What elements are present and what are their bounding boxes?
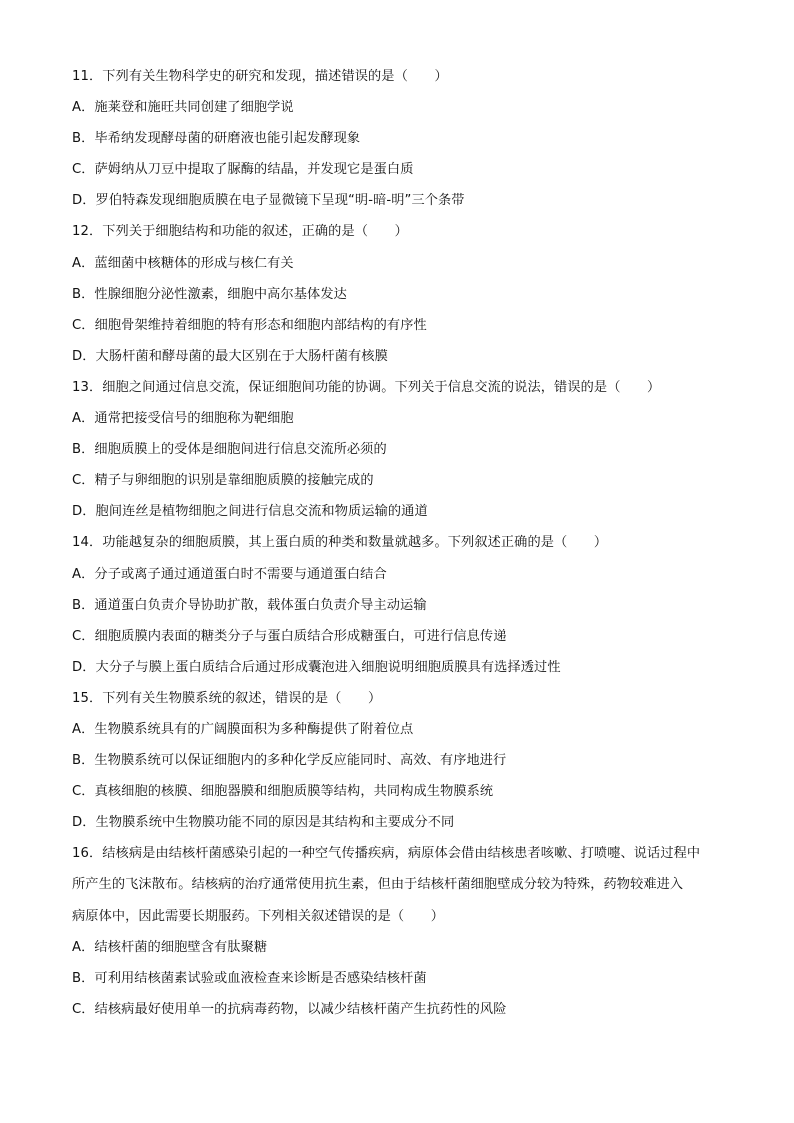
option-d: D．罗伯特森发现细胞质膜在电子显微镜下呈现“明-暗-明”三个条带 (72, 193, 465, 209)
option-c: C．精子与卵细胞的识别是靠细胞质膜的接触完成的 (72, 473, 374, 489)
option-b: B．毕希纳发现酵母菌的研磨液也能引起发酵现象 (72, 131, 361, 147)
question-13 (72, 372, 732, 527)
option-c: C．真核细胞的核膜、细胞器膜和细胞质膜等结构，共同构成生物膜系统 (72, 784, 494, 800)
question-11 (72, 61, 732, 216)
option-a: A．结核杆菌的细胞壁含有肽聚糖 (72, 939, 268, 955)
question-stem: 15．下列有关生物膜系统的叙述，错误的是（ ） (72, 690, 382, 706)
option-a: A．通常把接受信号的细胞称为靶细胞 (72, 411, 294, 427)
option-d: D．大肠杆菌和酵母菌的最大区别在于大肠杆菌有核膜 (72, 348, 388, 364)
question-stem: 11．下列有关生物科学史的研究和发现，描述错误的是（ ） (72, 69, 448, 84)
option-c: C．细胞质膜内表面的糖类分子与蛋白质结合形成糖蛋白，可进行信息传递 (72, 628, 507, 644)
option-c: C．萨姆纳从刀豆中提取了脲酶的结晶，并发现它是蛋白质 (72, 162, 414, 178)
question-stem: 12．下列关于细胞结构和功能的叙述，正确的是（ ） (72, 224, 408, 240)
option-c: C．细胞骨架维持着细胞的特有形态和细胞内部结构的有序性 (72, 317, 427, 333)
question-stem-line: 16．结核病是由结核杆菌感染引起的一种空气传播疾病，病原体会借由结核患者咳嗽、打喷嚏、说话过程中 (72, 846, 701, 862)
option-a: A．生物膜系统具有的广阔膜面积为多种酶提供了附着位点 (72, 721, 414, 737)
option-d: D．生物膜系统中生物膜功能不同的原因是其结构和主要成分不同 (72, 815, 455, 831)
question-stem: 13．细胞之间通过信息交流，保证细胞间功能的协调。下列关于信息交流的说法，错误的是（ ） (72, 379, 661, 395)
question-15 (72, 683, 732, 838)
option-b: B．生物膜系统可以保证细胞内的多种化学反应能同时、高效、有序地进行 (72, 753, 507, 769)
option-d: D．大分子与膜上蛋白质结合后通过形成囊泡进入细胞说明细胞质膜具有选择透过性 (72, 659, 561, 675)
option-b: B．细胞质膜上的受体是细胞间进行信息交流所必须的 (72, 442, 387, 458)
option-a: A．蓝细菌中核糖体的形成与核仁有关 (72, 255, 294, 271)
option-b: B．可利用结核菌素试验或血液检查来诊断是否感染结核杆菌 (72, 970, 427, 986)
question-stem-line: 所产生的飞沫散布。结核病的治疗通常使用抗生素，但由于结核杆菌细胞壁成分较为特殊，药物较难进入 (72, 877, 684, 893)
question-stem-line: 病原体中，因此需要长期服药。下列相关叙述错误的是（ ） (72, 908, 445, 924)
option-b: B．通道蛋白负责介导协助扩散，载体蛋白负责介导主动运输 (72, 597, 427, 613)
option-c: C．结核病最好使用单一的抗病毒药物，以减少结核杆菌产生抗药性的风险 (72, 1001, 507, 1017)
question-12 (72, 216, 732, 371)
option-b: B．性腺细胞分泌性激素，细胞中高尔基体发达 (72, 286, 347, 302)
option-a: A．施莱登和施旺共同创建了细胞学说 (72, 100, 294, 116)
option-a: A．分子或离子通过通道蛋白时不需要与通道蛋白结合 (72, 566, 387, 582)
question-stem: 14．功能越复杂的细胞质膜，其上蛋白质的种类和数量就越多。下列叙述正确的是（ ） (72, 535, 608, 551)
option-d: D．胞间连丝是植物细胞之间进行信息交流和物质运输的通道 (72, 504, 428, 520)
question-16 (72, 838, 732, 1025)
question-list (72, 61, 732, 1025)
question-14 (72, 527, 732, 682)
